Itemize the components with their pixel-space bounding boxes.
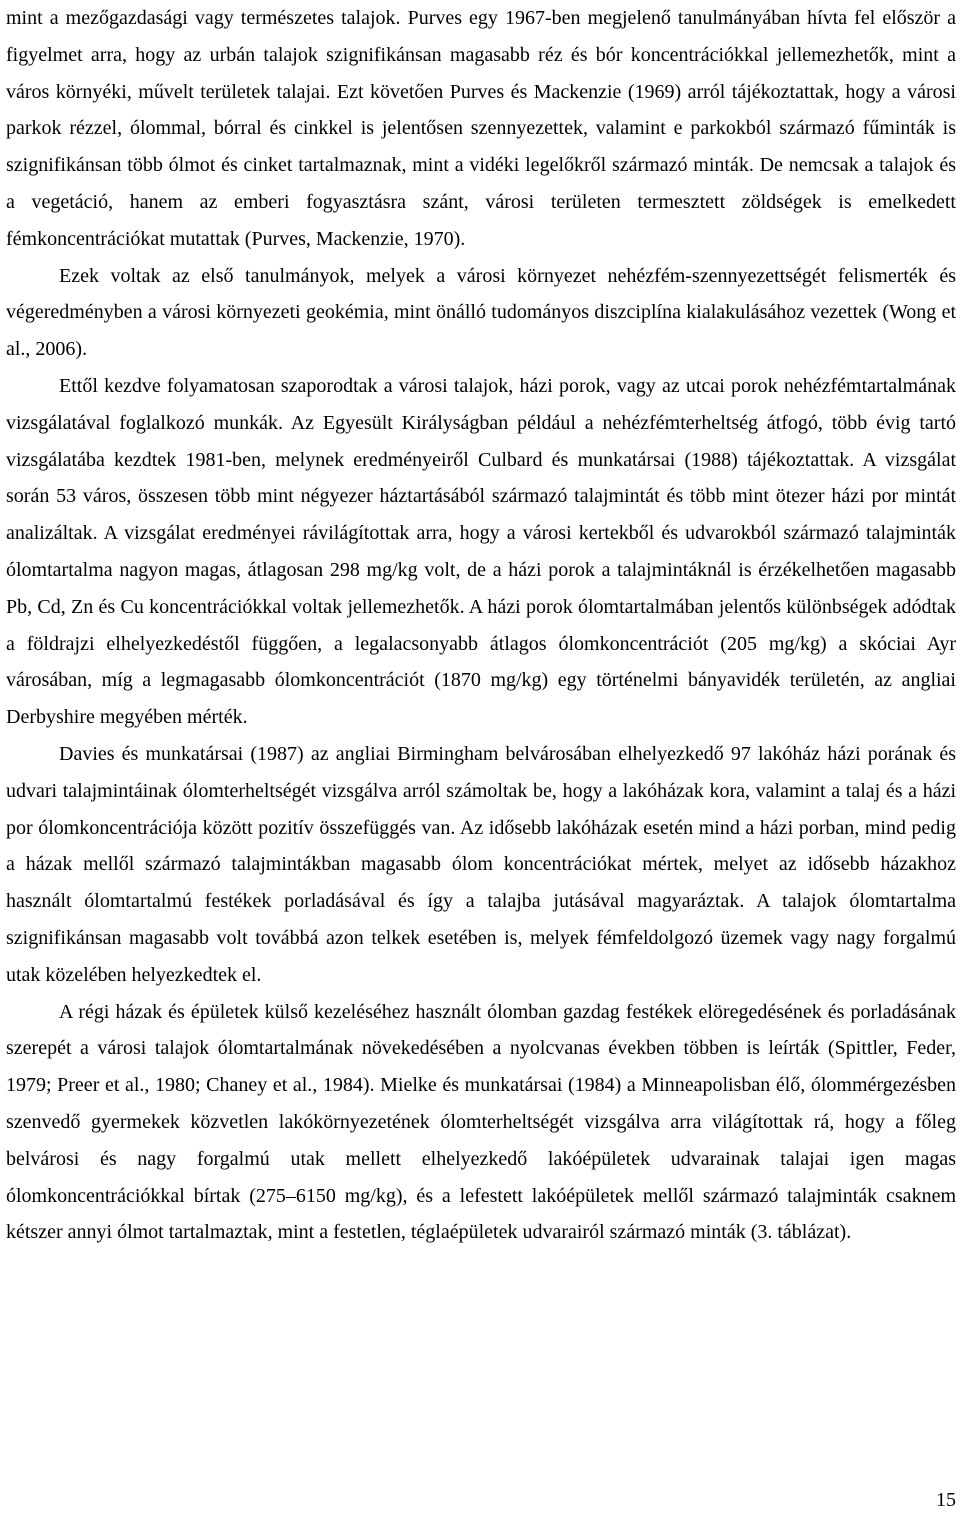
paragraph-1: mint a mezőgazdasági vagy természetes talajok. Purves egy 1967-ben megjelenő tanulmányában hívta fel először a figyelmet arra, hogy az urbán talajok szignifikánsan magasabb réz és bór koncentrációkkal jellemezhetők, mint a város környéki, művelt területek talajai. Ezt követően Purves és Mackenzie (1969) arról tájékoztattak, hogy a városi parkok rézzel, ólommal, bórral és cinkkel is jelentősen szennyezettek, valamint e parkokból származó fűminták is szignifikánsan több ólmot és cinket tartalmaznak, mint a vidéki legelőkről származó minták. De nemcsak a talajok és a vegetáció, hanem az emberi fogyasztásra szánt, városi területen termesztett zöldségek is emelkedett fémkoncentrációkat mutattak (Purves, Mackenzie, 1970).	[6, 7, 956, 250]
body-text	[6, 0, 956, 1251]
paragraph-5: A régi házak és épületek külső kezeléséhez használt ólomban gazdag festékek elöregedésének és porladásának szerepét a városi talajok ólomtartalmának növekedésében a nyolcvanas években többen is leírták (Spittler, Feder, 1979; Preer et al., 1980; Chaney et al., 1984). Mielke és munkatársai (1984) a Minneapolisban élő, ólommérgezésben szenvedő gyermekek közvetlen lakókörnyezetének ólomterheltségét vizsgálva arra világítottak rá, hogy a főleg belvárosi és nagy forgalmú utak mellett elhelyezkedő lakóépületek udvarainak talajai igen magas ólomkoncentrációkkal bírtak (275–6150 mg/kg), és a lefestett lakóépületek mellől származó talajminták csaknem kétszer annyi ólmot tartalmaztak, mint a festetlen, téglaépületek udvarairól származó minták (3. táblázat).	[6, 1000, 956, 1244]
paragraph-4: Davies és munkatársai (1987) az angliai Birmingham belvárosában elhelyezkedő 97 lakóház házi porának és udvari talajmintáinak ólomterheltségét vizsgálva arról számoltak be, hogy a lakóházak kora, valamint a talaj és a házi por ólomkoncentrációja között pozitív összefüggés van. Az idősebb lakóházak esetén mind a házi porban, mind pedig a házak mellől származó talajmintákban magasabb ólom koncentrációkat mértek, melyet az idősebb házakhoz használt ólomtartalmú festékek porladásával és így a talajba jutásával magyaráztak. A talajok ólomtartalma szignifikánsan magasabb volt továbbá azon telkek esetében is, melyek fémfeldolgozó üzemek vagy nagy forgalmú utak közelében helyezkedtek el.	[6, 742, 956, 986]
paragraph-3: Ettől kezdve folyamatosan szaporodtak a városi talajok, házi porok, vagy az utcai porok nehézfémtartalmának vizsgálatával foglalkozó munkák. Az Egyesült Királyságban például a nehézfémterheltség átfogó, több évig tartó vizsgálatába kezdtek 1981-ben, melynek eredményeiről Culbard és munkatársai (1988) tájékoztattak. A vizsgálat során 53 város, összesen több mint négyezer háztartásából származó talajmintát és több mint ötezer házi por mintát analizáltak. A vizsgálat eredményei rávilágítottak arra, hogy a városi kertekből és udvarokból származó talajminták ólomtartalma nagyon magas, átlagosan 298 mg/kg volt, de a házi porok a talajmintáknál is érzékelhetően magasabb Pb, Cd, Zn és Cu koncentrációkkal voltak jellemezhetők. A házi porok ólomtartalmában jelentős különbségek adódtak a földrajzi elhelyezkedéstől függően, a legalacsonyabb átlagos ólomkoncentrációt (205 mg/kg) a skóciai Ayr városában, míg a legmagasabb ólomkoncentrációt (1870 mg/kg) egy történelmi bányavidék területén, az angliai Derbyshire megyében mérték.	[6, 374, 956, 729]
paragraph-2: Ezek voltak az első tanulmányok, melyek a városi környezet nehézfém-szennyezettségét felismerték és végeredményben a városi környezeti geokémia, mint önálló tudományos diszciplína kialakulásához vezettek (Wong et al., 2006).	[6, 264, 956, 361]
page-number: 15	[936, 1489, 956, 1511]
